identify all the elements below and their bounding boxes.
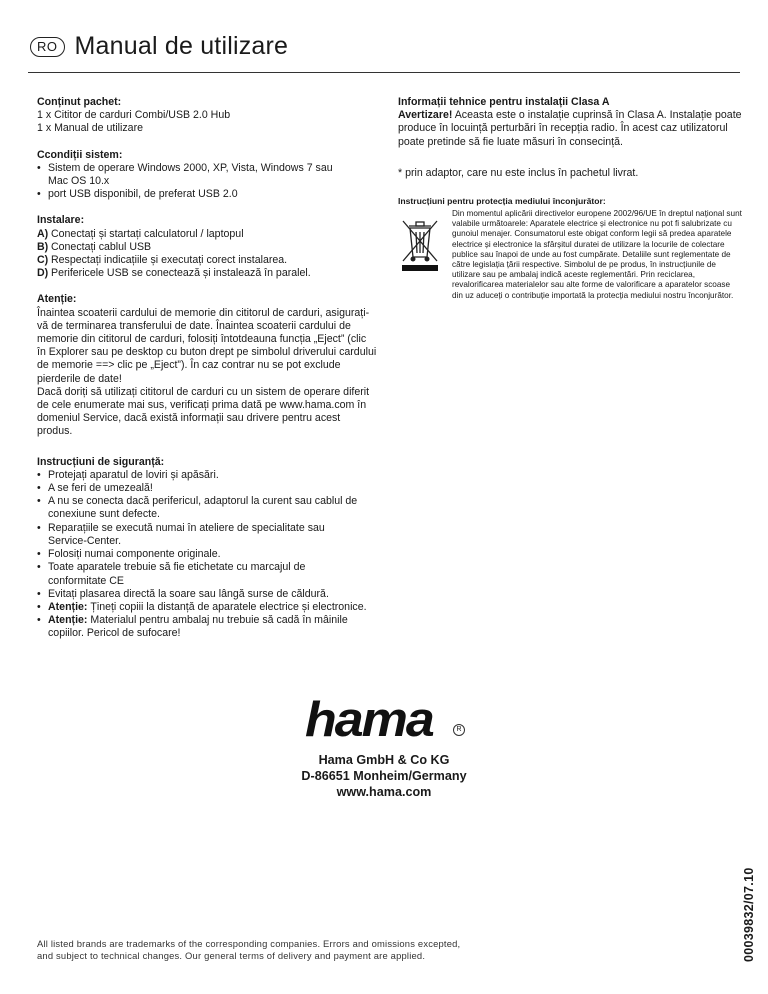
safety-section <box>37 456 377 641</box>
language-badge: RO <box>30 37 65 57</box>
step-text: Respectați indicațiile și executați corect instalarea. <box>51 254 288 267</box>
environment-title: Instrucțiuni pentru protecția mediului înconjurător: <box>398 196 606 207</box>
list-item: • Protejați aparatul de loviri și apăsări. <box>37 469 377 482</box>
attention-paragraph: Dacă doriți să utilizați cititorul de carduri cu un sistem de operare diferit de cele enumerate mai sus, verificați prima dată pe www.hama.com în domeniul Service, dacă există informații sau drivere pentru acest produs. <box>37 385 370 438</box>
step-key: D) <box>37 267 49 280</box>
package-line: 1 x Cititor de carduri Combi/USB 2.0 Hub <box>37 109 231 122</box>
package-line: 1 x Manual de utilizare <box>37 122 143 135</box>
safety-title: Instrucțiuni de siguranță: <box>37 455 165 468</box>
install-section <box>37 214 377 280</box>
list-item: • Toate aparatele trebuie să fie etichetate cu marcajul de conformitate CE <box>37 561 377 587</box>
list-item: • Folosiți numai componente originale. <box>37 548 377 561</box>
footnote: * prin adaptor, care nu este inclus în pachetul livrat. <box>398 166 639 179</box>
tech-warning: Avertizare! Aceasta este o instalație cuprinsă în Clasa A. Instalație poate produce în locuință perturbări în recepția radio. În acest caz utilizatorul poate pretinde să fie luate măsuri în consecință. <box>398 109 742 148</box>
list-item: • A nu se conecta dacă perifericul, adaptorul la curent sau cablul de conexiune sunt defecte. <box>37 495 377 521</box>
logo-text: hama <box>305 692 433 748</box>
tech-title: Informații tehnice pentru instalații Clasa A <box>398 96 610 108</box>
environment-section <box>398 196 743 301</box>
package-section <box>37 96 377 136</box>
list-item: • Sistem de operare Windows 2000, XP, Vista, Windows 7 sau Mac OS 10.x <box>37 162 377 188</box>
step-key: B) <box>37 240 49 253</box>
company-info <box>0 752 768 800</box>
list-item: • Reparațiile se execută numai în ateliere de specialitate sau Service-Center. <box>37 522 377 548</box>
system-section <box>37 149 377 202</box>
company-address: D-86651 Monheim/Germany <box>301 769 467 783</box>
list-item: • Atenție: Țineți copiii la distanță de aparatele electrice și electronice. <box>37 601 377 614</box>
install-step <box>37 267 377 280</box>
step-key: A) <box>37 227 49 240</box>
registered-mark-icon: R <box>453 724 465 736</box>
document-number: 00039832/07.10 <box>742 867 756 962</box>
list-item: • Atenție: Materialul pentru ambalaj nu trebuie să cadă în mâinile copiilor. Pericol de sufocare! <box>37 614 377 640</box>
page-title: Manual de utilizare <box>74 32 289 60</box>
list-item: • Evitați plasarea directă la soare sau lângă surse de căldură. <box>37 588 377 601</box>
weee-bin-icon <box>398 209 450 301</box>
header-divider <box>28 72 740 73</box>
attention-title: Atenție: <box>37 293 77 306</box>
system-title: Ccondiții sistem: <box>37 148 123 161</box>
tech-section <box>398 96 743 149</box>
install-step <box>37 241 377 254</box>
step-text: Conectați și startați calculatorul / laptopul <box>51 227 244 240</box>
install-step <box>37 228 377 241</box>
footer-line: All listed brands are trademarks of the corresponding companies. Errors and omissions excepted, <box>37 938 461 949</box>
list-item: • A se feri de umezeală! <box>37 482 377 495</box>
footer-line: and subject to technical changes. Our general terms of delivery and payment are applied. <box>37 950 426 961</box>
page-header <box>30 32 288 61</box>
environment-text: Din momentul aplicării directivelor europene 2002/96/UE în dreptul național sunt valabile următoarele: Aparatele electrice și electronice nu pot fi salubrizate cu gunoiul menajer. Consumatorul este obigat conform legii să predea aparatele electrice și electronice la sfârșitul duratei de utilizare la locurile de colectare publice sau înapoi de unde au fost cumpărate. Detaliile sunt reglementate de către legislația țării respective. Simbolul de pe produs, în instrucțiunile de utilizare sau pe ambalaj indică aceste reglementări. Prin reciclarea, revalorificarea materialelor sau alte forme de valorificare a aparatelor scoase din uz aduceți o contribuție importată la protecția mediului nostru înconjurător. <box>452 209 742 300</box>
safety-list <box>37 469 377 641</box>
step-text: Conectați cablul USB <box>51 240 152 253</box>
system-list <box>37 162 377 202</box>
attention-paragraph: Înaintea scoaterii cardului de memorie din cititorul de carduri, asigurați-vă de terminarea transferului de date. Înaintea scoaterii cardului de memorie din cititorul de carduri, folosiți întotdeauna funcția „Eject” (clic în Explorer sau pe desktop cu buton drept pe simbolul driverului cardului de memorie ==> clic pe „Eject”). În caz contrar nu se pot exclude pierderile de date! <box>37 306 377 385</box>
company-name: Hama GmbH & Co KG <box>318 753 450 767</box>
left-column <box>37 96 377 654</box>
right-column <box>398 96 743 301</box>
attention-section <box>37 293 377 438</box>
step-text: Perifericele USB se conectează și instalează în paralel. <box>51 267 311 280</box>
list-item: • port USB disponibil, de preferat USB 2.0 <box>37 188 377 201</box>
legal-footer <box>37 938 460 962</box>
install-title: Instalare: <box>37 214 85 227</box>
hama-logo <box>305 692 462 748</box>
package-title: Conținut pachet: <box>37 96 122 108</box>
install-step <box>37 254 377 267</box>
step-key: C) <box>37 254 49 267</box>
company-website: www.hama.com <box>336 785 432 799</box>
